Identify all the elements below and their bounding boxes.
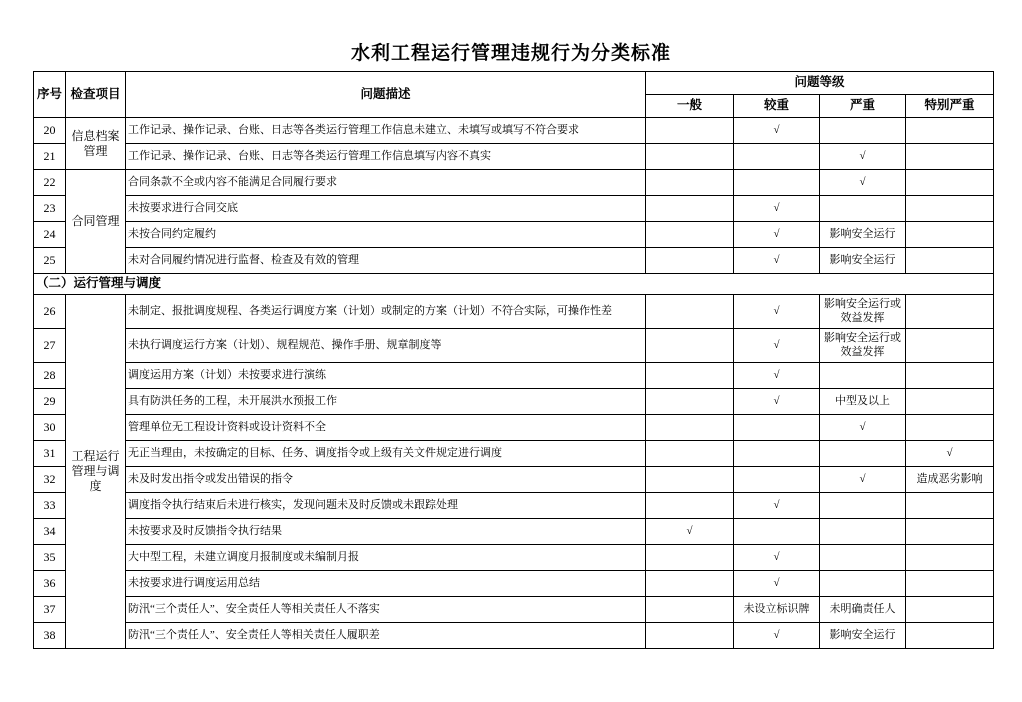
level-general-cell <box>646 415 734 441</box>
problem-description: 无正当理由，未按确定的目标、任务、调度指令或上级有关文件规定进行调度 <box>126 441 646 467</box>
level-moderate-cell <box>734 441 820 467</box>
level-moderate-cell-check: √ <box>734 363 820 389</box>
table-row <box>34 415 994 441</box>
level-general-cell <box>646 144 734 170</box>
col-header-level-serious: 严重 <box>820 95 906 118</box>
check-item-group-label: 信息档案管理 <box>66 118 126 170</box>
row-number: 38 <box>34 623 66 649</box>
row-number: 36 <box>34 571 66 597</box>
table-row <box>34 363 994 389</box>
level-extreme-cell <box>906 389 994 415</box>
table-row <box>34 144 994 170</box>
col-header-seq: 序号 <box>34 72 66 118</box>
col-header-level-group: 问题等级 <box>646 72 994 95</box>
level-extreme-cell <box>906 415 994 441</box>
level-moderate-cell: 未设立标识牌 <box>734 597 820 623</box>
level-extreme-cell <box>906 170 994 196</box>
section-label: （二）运行管理与调度 <box>34 274 994 295</box>
level-serious-cell <box>820 118 906 144</box>
check-item-group-label: 工程运行管理与调度 <box>66 295 126 649</box>
row-number: 23 <box>34 196 66 222</box>
row-number: 26 <box>34 295 66 329</box>
level-general-cell-check: √ <box>646 519 734 545</box>
level-extreme-cell <box>906 248 994 274</box>
problem-description: 防汛“三个责任人”、安全责任人等相关责任人履职差 <box>126 623 646 649</box>
level-moderate-cell-check: √ <box>734 571 820 597</box>
level-moderate-cell <box>734 144 820 170</box>
level-extreme-cell <box>906 571 994 597</box>
table-row <box>34 545 994 571</box>
level-serious-cell <box>820 363 906 389</box>
level-moderate-cell-check: √ <box>734 623 820 649</box>
col-header-level-general: 一般 <box>646 95 734 118</box>
level-serious-cell: 未明确责任人 <box>820 597 906 623</box>
level-extreme-cell <box>906 623 994 649</box>
level-extreme-cell <box>906 222 994 248</box>
level-extreme-cell-check: √ <box>906 441 994 467</box>
problem-description: 未及时发出指令或发出错误的指令 <box>126 467 646 493</box>
level-serious-cell: 影响安全运行 <box>820 248 906 274</box>
level-general-cell <box>646 441 734 467</box>
table-row <box>34 493 994 519</box>
row-number: 29 <box>34 389 66 415</box>
level-moderate-cell <box>734 467 820 493</box>
problem-description: 工作记录、操作记录、台账、日志等各类运行管理工作信息填写内容不真实 <box>126 144 646 170</box>
row-number: 27 <box>34 329 66 363</box>
problem-description: 未按要求及时反馈指令执行结果 <box>126 519 646 545</box>
row-number: 24 <box>34 222 66 248</box>
level-general-cell <box>646 467 734 493</box>
problem-description: 管理单位无工程设计资料或设计资料不全 <box>126 415 646 441</box>
level-general-cell <box>646 118 734 144</box>
level-serious-cell: 影响安全运行 <box>820 222 906 248</box>
level-serious-cell: 中型及以上 <box>820 389 906 415</box>
level-moderate-cell-check: √ <box>734 545 820 571</box>
problem-description: 具有防洪任务的工程，未开展洪水预报工作 <box>126 389 646 415</box>
row-number: 21 <box>34 144 66 170</box>
section-row <box>34 274 994 295</box>
level-general-cell <box>646 623 734 649</box>
level-serious-cell-check: √ <box>820 144 906 170</box>
problem-description: 未按要求进行调度运用总结 <box>126 571 646 597</box>
table-row <box>34 597 994 623</box>
level-serious-cell-check: √ <box>820 467 906 493</box>
level-moderate-cell-check: √ <box>734 196 820 222</box>
table-row <box>34 571 994 597</box>
problem-description: 大中型工程，未建立调度月报制度或未编制月报 <box>126 545 646 571</box>
check-item-group-label: 合同管理 <box>66 170 126 274</box>
level-serious-cell <box>820 441 906 467</box>
problem-description: 调度运用方案（计划）未按要求进行演练 <box>126 363 646 389</box>
level-serious-cell <box>820 493 906 519</box>
table-row <box>34 389 994 415</box>
problem-description: 未按合同约定履约 <box>126 222 646 248</box>
col-header-level-extreme: 特别严重 <box>906 95 994 118</box>
level-general-cell <box>646 196 734 222</box>
level-extreme-cell <box>906 329 994 363</box>
level-general-cell <box>646 295 734 329</box>
level-serious-cell <box>820 545 906 571</box>
level-general-cell <box>646 222 734 248</box>
row-number: 31 <box>34 441 66 467</box>
row-number: 28 <box>34 363 66 389</box>
problem-description: 未制定、报批调度规程、各类运行调度方案（计划）或制定的方案（计划）不符合实际，可操作性差 <box>126 295 646 329</box>
level-serious-cell: 影响安全运行或效益发挥 <box>820 329 906 363</box>
level-moderate-cell-check: √ <box>734 222 820 248</box>
row-number: 25 <box>34 248 66 274</box>
table-row <box>34 519 994 545</box>
level-serious-cell: 影响安全运行 <box>820 623 906 649</box>
level-general-cell <box>646 571 734 597</box>
row-number: 37 <box>34 597 66 623</box>
level-serious-cell <box>820 519 906 545</box>
level-extreme-cell <box>906 363 994 389</box>
table-row <box>34 329 994 363</box>
table-row <box>34 170 994 196</box>
level-extreme-cell <box>906 118 994 144</box>
level-moderate-cell-check: √ <box>734 493 820 519</box>
table-body <box>34 118 994 649</box>
level-extreme-cell: 造成恶劣影响 <box>906 467 994 493</box>
level-general-cell <box>646 329 734 363</box>
table-row <box>34 467 994 493</box>
level-extreme-cell <box>906 493 994 519</box>
level-moderate-cell-check: √ <box>734 295 820 329</box>
row-number: 32 <box>34 467 66 493</box>
classification-table <box>33 71 994 649</box>
table-row <box>34 196 994 222</box>
table-row <box>34 222 994 248</box>
level-moderate-cell-check: √ <box>734 248 820 274</box>
problem-description: 防汛“三个责任人”、安全责任人等相关责任人不落实 <box>126 597 646 623</box>
col-header-level-moderate: 较重 <box>734 95 820 118</box>
row-number: 30 <box>34 415 66 441</box>
level-general-cell <box>646 170 734 196</box>
table-row <box>34 295 994 329</box>
level-general-cell <box>646 248 734 274</box>
level-serious-cell <box>820 571 906 597</box>
level-moderate-cell-check: √ <box>734 389 820 415</box>
problem-description: 未对合同履约情况进行监督、检查及有效的管理 <box>126 248 646 274</box>
level-moderate-cell <box>734 415 820 441</box>
table-row <box>34 441 994 467</box>
level-serious-cell-check: √ <box>820 415 906 441</box>
header-row-1 <box>34 72 994 95</box>
level-serious-cell <box>820 196 906 222</box>
row-number: 22 <box>34 170 66 196</box>
level-extreme-cell <box>906 519 994 545</box>
level-extreme-cell <box>906 295 994 329</box>
level-general-cell <box>646 597 734 623</box>
level-moderate-cell-check: √ <box>734 329 820 363</box>
level-general-cell <box>646 545 734 571</box>
col-header-item: 检查项目 <box>66 72 126 118</box>
row-number: 20 <box>34 118 66 144</box>
level-moderate-cell <box>734 519 820 545</box>
level-extreme-cell <box>906 196 994 222</box>
level-extreme-cell <box>906 144 994 170</box>
level-serious-cell-check: √ <box>820 170 906 196</box>
level-extreme-cell <box>906 597 994 623</box>
col-header-desc: 问题描述 <box>126 72 646 118</box>
problem-description: 未按要求进行合同交底 <box>126 196 646 222</box>
row-number: 33 <box>34 493 66 519</box>
table-row <box>34 248 994 274</box>
level-general-cell <box>646 363 734 389</box>
level-extreme-cell <box>906 545 994 571</box>
level-general-cell <box>646 389 734 415</box>
problem-description: 未执行调度运行方案（计划）、规程规范、操作手册、规章制度等 <box>126 329 646 363</box>
level-moderate-cell-check: √ <box>734 118 820 144</box>
level-general-cell <box>646 493 734 519</box>
level-serious-cell: 影响安全运行或效益发挥 <box>820 295 906 329</box>
table-row <box>34 623 994 649</box>
table-header <box>34 72 994 118</box>
page-title: 水利工程运行管理违规行为分类标准 <box>350 43 671 64</box>
row-number: 34 <box>34 519 66 545</box>
problem-description: 工作记录、操作记录、台账、日志等各类运行管理工作信息未建立、未填写或填写不符合要求 <box>126 118 646 144</box>
problem-description: 调度指令执行结束后未进行核实，发现问题未及时反馈或未跟踪处理 <box>126 493 646 519</box>
table-row <box>34 118 994 144</box>
level-moderate-cell <box>734 170 820 196</box>
row-number: 35 <box>34 545 66 571</box>
problem-description: 合同条款不全或内容不能满足合同履行要求 <box>126 170 646 196</box>
